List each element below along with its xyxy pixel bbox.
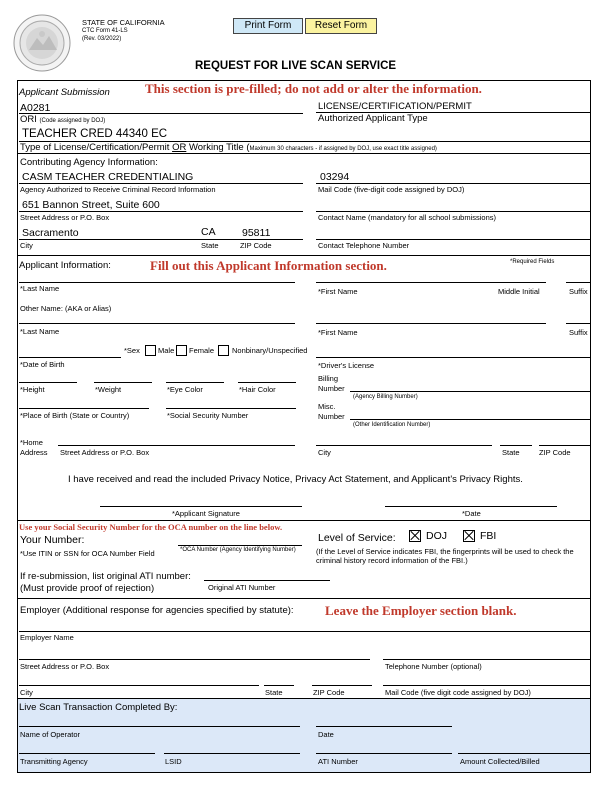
hair-color-label: *Hair Color bbox=[239, 385, 276, 394]
agency-street-value[interactable]: 651 Bannon Street, Suite 600 bbox=[22, 199, 160, 211]
transaction-heading: Live Scan Transaction Completed By: bbox=[19, 702, 178, 713]
license-label-note: Maximum 30 characters - if assigned by DOJ, use exact title assigned) bbox=[249, 146, 437, 152]
misc-label-1: Misc. bbox=[318, 402, 336, 411]
resubmission-label: If re-submission, list original ATI number: bbox=[20, 571, 191, 582]
level-note-line2: criminal history record information of the FBI.) bbox=[316, 556, 468, 565]
agency-city-label: City bbox=[20, 241, 33, 250]
contact-name-label: Contact Name (mandatory for all school submissions) bbox=[318, 213, 496, 222]
ssn-label: *Social Security Number bbox=[167, 411, 249, 420]
resubmission-proof-label: (Must provide proof of rejection) bbox=[20, 583, 155, 594]
other-name-label: Other Name: (AKA or Alias) bbox=[20, 304, 112, 313]
oca-number-sublabel: *OCA Number (Agency Identifying Number) bbox=[180, 547, 296, 553]
sex-female-label: Female bbox=[189, 346, 215, 355]
form-number: CTC Form 41-LS bbox=[82, 28, 128, 34]
drivers-license-label: *Driver's License bbox=[318, 361, 375, 370]
agency-state-value[interactable]: CA bbox=[201, 226, 216, 238]
operator-name-label: Name of Operator bbox=[20, 730, 81, 739]
billing-sublabel: (Agency Billing Number) bbox=[353, 394, 418, 400]
transaction-date-label: Date bbox=[318, 730, 334, 739]
home-city-label: City bbox=[318, 448, 331, 457]
privacy-statement: I have received and read the included Privacy Notice, Privacy Act Statement, and Applicant's Privacy Rights. bbox=[68, 474, 523, 485]
contributing-agency-heading: Contributing Agency Information: bbox=[20, 157, 158, 168]
ori-value[interactable]: A0281 bbox=[20, 102, 51, 114]
your-number-label: Your Number: bbox=[20, 534, 85, 546]
first-name-label: *First Name bbox=[318, 287, 358, 296]
employer-zip-label: ZIP Code bbox=[313, 688, 345, 697]
employer-mail-code-label: Mail Code (five digit code assigned by DOJ) bbox=[385, 688, 531, 697]
employer-phone-label: Telephone Number (optional) bbox=[385, 662, 482, 671]
employer-heading: Employer (Additional response for agencies specified by statute): bbox=[20, 605, 294, 616]
level-fbi-checkbox[interactable] bbox=[463, 530, 475, 542]
level-fbi-label: FBI bbox=[480, 530, 497, 542]
home-zip-label: ZIP Code bbox=[539, 448, 571, 457]
sex-nonbinary-label: Nonbinary/Unspecified bbox=[232, 346, 308, 355]
employer-note: Leave the Employer section blank. bbox=[325, 603, 517, 618]
agency-state-label: State bbox=[201, 241, 219, 250]
home-state-label: State bbox=[502, 448, 520, 457]
middle-initial-label: Middle Initial bbox=[498, 287, 540, 296]
employer-name-label: Employer Name bbox=[20, 633, 74, 642]
ori-sublabel: (Code assigned by DOJ) bbox=[39, 118, 106, 124]
sex-female-checkbox[interactable] bbox=[176, 345, 187, 356]
misc-label-2: Number bbox=[318, 412, 345, 421]
amount-collected-label: Amount Collected/Billed bbox=[460, 757, 540, 766]
agency-zip-value[interactable]: 95811 bbox=[242, 227, 271, 239]
ati-number-label: ATI Number bbox=[318, 757, 358, 766]
state-seal-logo bbox=[13, 14, 71, 72]
agency-city-value[interactable]: Sacramento bbox=[22, 227, 79, 239]
form-revision: (Rev. 03/2022) bbox=[82, 36, 122, 42]
license-title-value[interactable]: TEACHER CRED 44340 EC bbox=[22, 128, 168, 140]
mail-code-label: Mail Code (five-digit code assigned by DOJ) bbox=[318, 185, 465, 194]
applicant-submission-heading: Applicant Submission bbox=[19, 87, 110, 98]
level-doj-checkbox[interactable] bbox=[409, 530, 421, 542]
signature-date-label: *Date bbox=[462, 509, 481, 518]
place-of-birth-label: *Place of Birth (State or Country) bbox=[20, 411, 130, 420]
prefilled-note: This section is pre-filled; do not add or alter the information. bbox=[145, 81, 482, 96]
contact-phone-label: Contact Telephone Number bbox=[318, 241, 410, 250]
oca-note: Use your Social Security Number for the OCA number on the line below. bbox=[19, 522, 283, 532]
sex-nonbinary-checkbox[interactable] bbox=[218, 345, 229, 356]
weight-label: *Weight bbox=[95, 385, 122, 394]
reset-form-button[interactable]: Reset Form bbox=[305, 18, 377, 34]
required-fields-note: *Required Fields bbox=[510, 259, 555, 265]
signature-label: *Applicant Signature bbox=[172, 509, 240, 518]
license-label-working-title: Working Title ( bbox=[186, 142, 250, 153]
level-doj-label: DOJ bbox=[426, 530, 447, 542]
state-label: STATE OF CALIFORNIA bbox=[82, 18, 165, 27]
last-name-label: *Last Name bbox=[20, 284, 60, 293]
home-address-label-2: Address bbox=[20, 448, 48, 457]
agency-zip-label: ZIP Code bbox=[240, 241, 272, 250]
alias-first-name-label: *First Name bbox=[318, 328, 358, 337]
form-title: REQUEST FOR LIVE SCAN SERVICE bbox=[195, 60, 397, 72]
authorized-type-label: Authorized Applicant Type bbox=[318, 113, 428, 124]
ori-label: ORI bbox=[20, 114, 37, 125]
original-ati-label: Original ATI Number bbox=[208, 583, 276, 592]
employer-street-label: Street Address or P.O. Box bbox=[20, 662, 110, 671]
agency-street-label: Street Address or P.O. Box bbox=[20, 213, 110, 222]
misc-sublabel: (Other Identification Number) bbox=[353, 422, 431, 428]
employer-city-label: City bbox=[20, 688, 33, 697]
sex-male-label: Male bbox=[158, 346, 175, 355]
authorized-type-value[interactable]: LICENSE/CERTIFICATION/PERMIT bbox=[318, 101, 472, 112]
applicant-info-heading: Applicant Information: bbox=[19, 260, 111, 271]
alias-last-name-label: *Last Name bbox=[20, 327, 60, 336]
home-address-label-1: *Home bbox=[20, 438, 43, 447]
billing-label-1: Billing bbox=[318, 374, 339, 383]
oca-itin-label: *Use ITIN or SSN for OCA Number Field bbox=[20, 549, 155, 558]
license-label-or: OR bbox=[172, 142, 187, 153]
mail-code-value[interactable]: 03294 bbox=[320, 171, 350, 183]
employer-state-label: State bbox=[265, 688, 283, 697]
print-form-button[interactable]: Print Form bbox=[233, 18, 303, 34]
suffix-label: Suffix bbox=[569, 287, 588, 296]
agency-value[interactable]: CASM TEACHER CREDENTIALING bbox=[22, 171, 194, 183]
level-note-line1: (If the Level of Service indicates FBI, the fingerprints will be used to check the bbox=[316, 547, 574, 556]
home-street-label: Street Address or P.O. Box bbox=[60, 448, 150, 457]
sex-label: *Sex bbox=[124, 346, 140, 355]
license-label: Type of License/Certification/Permit bbox=[20, 142, 173, 153]
transmitting-agency-label: Transmitting Agency bbox=[20, 757, 88, 766]
applicant-info-note: Fill out this Applicant Information section. bbox=[150, 258, 387, 273]
alias-suffix-label: Suffix bbox=[569, 328, 588, 337]
dob-label: *Date of Birth bbox=[20, 360, 65, 369]
agency-label: Agency Authorized to Receive Criminal Record Information bbox=[20, 185, 216, 194]
height-label: *Height bbox=[20, 385, 45, 394]
eye-color-label: *Eye Color bbox=[167, 385, 203, 394]
lsid-label: LSID bbox=[165, 757, 182, 766]
sex-male-checkbox[interactable] bbox=[145, 345, 156, 356]
billing-label-2: Number bbox=[318, 384, 345, 393]
level-of-service-label: Level of Service: bbox=[318, 532, 396, 544]
